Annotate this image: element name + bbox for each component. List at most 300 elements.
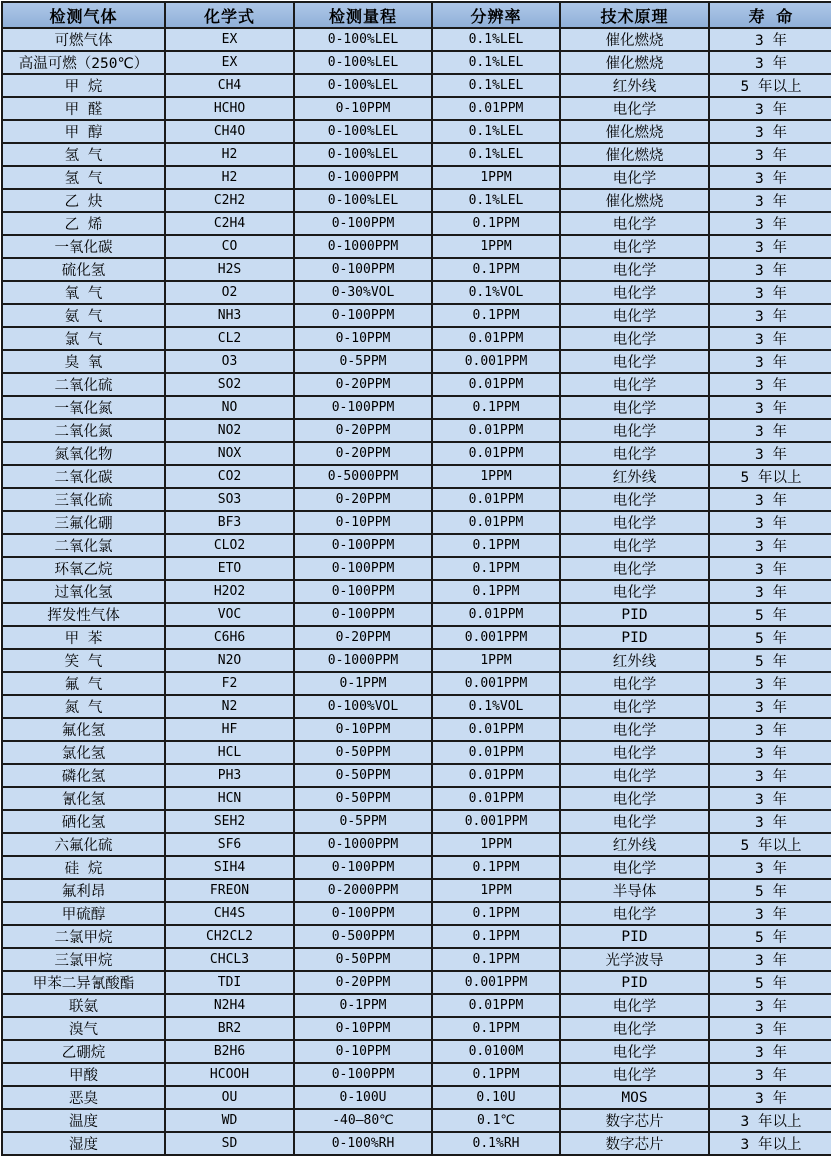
table-cell-range: 0-100PPM — [294, 304, 432, 327]
table-row — [2, 1040, 831, 1063]
table-cell-range: 0-1PPM — [294, 994, 432, 1017]
table-cell-range: 0-10PPM — [294, 1040, 432, 1063]
table-cell-resolution: 0.10U — [432, 1086, 560, 1109]
table-row — [2, 465, 831, 488]
table-cell-principle: 电化学 — [560, 488, 709, 511]
table-cell-resolution: 1PPM — [432, 235, 560, 258]
table-cell-principle: 电化学 — [560, 902, 709, 925]
table-cell-lifespan: 3 年 — [709, 511, 831, 534]
table-cell-gas: 二氧化氯 — [2, 534, 165, 557]
table-row — [2, 741, 831, 764]
table-cell-lifespan: 3 年 — [709, 235, 831, 258]
table-cell-gas: 氟 气 — [2, 672, 165, 695]
table-cell-resolution: 0.1PPM — [432, 948, 560, 971]
table-cell-resolution: 0.01PPM — [432, 373, 560, 396]
table-cell-gas: 高温可燃（250℃） — [2, 51, 165, 74]
table-cell-gas: 三氯甲烷 — [2, 948, 165, 971]
table-cell-gas: 氰化氢 — [2, 787, 165, 810]
table-cell-principle: 电化学 — [560, 994, 709, 1017]
table-cell-principle: 催化燃烧 — [560, 143, 709, 166]
table-cell-lifespan: 3 年以上 — [709, 1109, 831, 1132]
table-cell-principle: 电化学 — [560, 787, 709, 810]
table-row — [2, 580, 831, 603]
table-cell-resolution: 0.01PPM — [432, 419, 560, 442]
table-cell-formula: HCL — [165, 741, 294, 764]
table-row — [2, 143, 831, 166]
table-cell-principle: 电化学 — [560, 856, 709, 879]
table-row — [2, 557, 831, 580]
table-cell-lifespan: 3 年 — [709, 166, 831, 189]
table-cell-range: 0-100%RH — [294, 1132, 432, 1155]
table-cell-range: 0-100%LEL — [294, 143, 432, 166]
table-cell-resolution: 0.1PPM — [432, 212, 560, 235]
table-row — [2, 1086, 831, 1109]
table-cell-formula: HCHO — [165, 97, 294, 120]
table-cell-principle: 电化学 — [560, 1040, 709, 1063]
table-cell-lifespan: 3 年 — [709, 442, 831, 465]
table-cell-lifespan: 3 年 — [709, 304, 831, 327]
table-cell-principle: 电化学 — [560, 810, 709, 833]
column-header-gas: 检测气体 — [2, 2, 165, 28]
header-row — [2, 2, 831, 28]
table-cell-gas: 乙 炔 — [2, 189, 165, 212]
table-cell-range: 0-100PPM — [294, 1063, 432, 1086]
table-cell-resolution: 0.01PPM — [432, 787, 560, 810]
table-cell-principle: 电化学 — [560, 511, 709, 534]
table-cell-range: 0-10PPM — [294, 97, 432, 120]
table-cell-formula: WD — [165, 1109, 294, 1132]
table-row — [2, 971, 831, 994]
table-cell-range: 0-100%LEL — [294, 189, 432, 212]
table-cell-range: 0-50PPM — [294, 741, 432, 764]
table-row — [2, 672, 831, 695]
table-cell-principle: 电化学 — [560, 212, 709, 235]
table-cell-range: 0-10PPM — [294, 327, 432, 350]
table-cell-resolution: 0.01PPM — [432, 97, 560, 120]
table-cell-gas: 挥发性气体 — [2, 603, 165, 626]
table-cell-resolution: 0.1℃ — [432, 1109, 560, 1132]
table-cell-formula: ETO — [165, 557, 294, 580]
table-cell-range: 0-10PPM — [294, 511, 432, 534]
table-cell-resolution: 0.1PPM — [432, 304, 560, 327]
table-cell-lifespan: 3 年 — [709, 97, 831, 120]
table-cell-resolution: 0.01PPM — [432, 442, 560, 465]
table-cell-range: 0-5PPM — [294, 810, 432, 833]
table-cell-resolution: 0.01PPM — [432, 764, 560, 787]
table-cell-range: 0-100%LEL — [294, 28, 432, 51]
table-cell-principle: 电化学 — [560, 97, 709, 120]
table-cell-resolution: 0.1PPM — [432, 580, 560, 603]
table-row — [2, 603, 831, 626]
table-cell-lifespan: 3 年 — [709, 28, 831, 51]
table-cell-principle: 电化学 — [560, 235, 709, 258]
table-cell-principle: 催化燃烧 — [560, 189, 709, 212]
table-cell-range: 0-1000PPM — [294, 649, 432, 672]
table-row — [2, 1132, 831, 1155]
table-cell-range: 0-100PPM — [294, 580, 432, 603]
table-cell-gas: 氨 气 — [2, 304, 165, 327]
table-row — [2, 649, 831, 672]
table-cell-lifespan: 3 年 — [709, 948, 831, 971]
table-cell-formula: EX — [165, 51, 294, 74]
table-row — [2, 948, 831, 971]
table-cell-formula: H2 — [165, 143, 294, 166]
table-cell-lifespan: 3 年 — [709, 1086, 831, 1109]
table-cell-lifespan: 5 年以上 — [709, 74, 831, 97]
table-cell-resolution: 0.1PPM — [432, 258, 560, 281]
table-row — [2, 350, 831, 373]
table-row — [2, 879, 831, 902]
table-cell-formula: SO2 — [165, 373, 294, 396]
table-cell-lifespan: 3 年 — [709, 1063, 831, 1086]
table-cell-range: 0-100PPM — [294, 902, 432, 925]
table-cell-principle: 电化学 — [560, 1017, 709, 1040]
table-cell-principle: 电化学 — [560, 695, 709, 718]
table-row — [2, 28, 831, 51]
table-cell-principle: 数字芯片 — [560, 1109, 709, 1132]
table-cell-gas: 湿度 — [2, 1132, 165, 1155]
table-cell-gas: 一氧化碳 — [2, 235, 165, 258]
table-cell-formula: CLO2 — [165, 534, 294, 557]
table-cell-resolution: 1PPM — [432, 833, 560, 856]
table-cell-resolution: 0.1PPM — [432, 1017, 560, 1040]
table-cell-resolution: 0.1%LEL — [432, 120, 560, 143]
table-cell-lifespan: 3 年 — [709, 419, 831, 442]
table-cell-principle: 电化学 — [560, 534, 709, 557]
table-cell-formula: HCN — [165, 787, 294, 810]
column-header-lifespan: 寿 命 — [709, 2, 831, 28]
table-cell-range: 0-100PPM — [294, 396, 432, 419]
table-cell-gas: 乙硼烷 — [2, 1040, 165, 1063]
table-cell-formula: CH4S — [165, 902, 294, 925]
table-cell-gas: 硒化氢 — [2, 810, 165, 833]
table-cell-formula: N2H4 — [165, 994, 294, 1017]
table-cell-gas: 二氯甲烷 — [2, 925, 165, 948]
table-cell-range: 0-1000PPM — [294, 235, 432, 258]
column-header-range: 检测量程 — [294, 2, 432, 28]
table-cell-lifespan: 3 年 — [709, 534, 831, 557]
table-body — [2, 28, 831, 1155]
table-cell-range: 0-100PPM — [294, 212, 432, 235]
table-cell-resolution: 0.1%LEL — [432, 51, 560, 74]
table-cell-formula: SEH2 — [165, 810, 294, 833]
table-cell-gas: 甲酸 — [2, 1063, 165, 1086]
table-cell-lifespan: 5 年 — [709, 626, 831, 649]
table-cell-resolution: 1PPM — [432, 879, 560, 902]
table-cell-lifespan: 3 年 — [709, 281, 831, 304]
table-cell-gas: 三氧化硫 — [2, 488, 165, 511]
table-cell-gas: 温度 — [2, 1109, 165, 1132]
table-row — [2, 994, 831, 1017]
table-cell-gas: 一氧化氮 — [2, 396, 165, 419]
table-cell-formula: SO3 — [165, 488, 294, 511]
table-cell-principle: 数字芯片 — [560, 1132, 709, 1155]
table-cell-resolution: 0.1PPM — [432, 534, 560, 557]
table-cell-formula: CO — [165, 235, 294, 258]
table-cell-lifespan: 5 年 — [709, 649, 831, 672]
table-cell-range: 0-100PPM — [294, 258, 432, 281]
table-cell-resolution: 0.1%LEL — [432, 189, 560, 212]
table-cell-resolution: 0.1PPM — [432, 925, 560, 948]
table-cell-principle: 半导体 — [560, 879, 709, 902]
table-cell-resolution: 0.001PPM — [432, 971, 560, 994]
table-row — [2, 925, 831, 948]
table-cell-lifespan: 3 年 — [709, 189, 831, 212]
table-cell-formula: B2H6 — [165, 1040, 294, 1063]
table-cell-resolution: 0.1PPM — [432, 557, 560, 580]
table-cell-gas: 溴气 — [2, 1017, 165, 1040]
table-cell-principle: 催化燃烧 — [560, 51, 709, 74]
table-cell-gas: 磷化氢 — [2, 764, 165, 787]
table-row — [2, 626, 831, 649]
table-cell-resolution: 0.1%LEL — [432, 143, 560, 166]
table-cell-formula: CH4O — [165, 120, 294, 143]
table-cell-principle: 光学波导 — [560, 948, 709, 971]
table-cell-range: 0-1000PPM — [294, 166, 432, 189]
table-cell-gas: 硅 烷 — [2, 856, 165, 879]
table-cell-lifespan: 3 年以上 — [709, 1132, 831, 1155]
table-cell-resolution: 0.1PPM — [432, 902, 560, 925]
table-cell-formula: SF6 — [165, 833, 294, 856]
table-cell-gas: 二氧化氮 — [2, 419, 165, 442]
table-cell-resolution: 0.0100M — [432, 1040, 560, 1063]
table-row — [2, 810, 831, 833]
table-cell-lifespan: 5 年以上 — [709, 465, 831, 488]
table-row — [2, 1109, 831, 1132]
table-row — [2, 235, 831, 258]
table-cell-range: 0-1PPM — [294, 672, 432, 695]
table-cell-formula: H2 — [165, 166, 294, 189]
table-row — [2, 488, 831, 511]
table-cell-gas: 乙 烯 — [2, 212, 165, 235]
table-cell-range: 0-1000PPM — [294, 833, 432, 856]
table-cell-formula: C2H2 — [165, 189, 294, 212]
table-cell-gas: 六氟化硫 — [2, 833, 165, 856]
table-cell-lifespan: 5 年 — [709, 603, 831, 626]
table-cell-range: 0-100%LEL — [294, 51, 432, 74]
table-cell-range: 0-30%VOL — [294, 281, 432, 304]
table-cell-principle: PID — [560, 626, 709, 649]
table-cell-principle: 电化学 — [560, 442, 709, 465]
table-cell-lifespan: 3 年 — [709, 557, 831, 580]
table-cell-formula: NOX — [165, 442, 294, 465]
table-cell-gas: 硫化氢 — [2, 258, 165, 281]
table-cell-formula: O3 — [165, 350, 294, 373]
table-cell-range: 0-20PPM — [294, 419, 432, 442]
table-row — [2, 442, 831, 465]
table-cell-formula: CL2 — [165, 327, 294, 350]
table-cell-lifespan: 3 年 — [709, 258, 831, 281]
table-cell-range: 0-5000PPM — [294, 465, 432, 488]
table-cell-range: 0-100%LEL — [294, 120, 432, 143]
table-cell-range: 0-50PPM — [294, 787, 432, 810]
table-row — [2, 166, 831, 189]
table-cell-resolution: 1PPM — [432, 649, 560, 672]
table-cell-gas: 过氧化氢 — [2, 580, 165, 603]
table-cell-lifespan: 3 年 — [709, 488, 831, 511]
table-row — [2, 856, 831, 879]
table-cell-formula: EX — [165, 28, 294, 51]
table-row — [2, 695, 831, 718]
table-cell-formula: H2O2 — [165, 580, 294, 603]
table-cell-principle: 电化学 — [560, 281, 709, 304]
table-cell-gas: 氯 气 — [2, 327, 165, 350]
table-cell-lifespan: 3 年 — [709, 327, 831, 350]
table-cell-formula: NH3 — [165, 304, 294, 327]
table-cell-lifespan: 3 年 — [709, 810, 831, 833]
table-cell-range: 0-50PPM — [294, 948, 432, 971]
table-cell-lifespan: 3 年 — [709, 902, 831, 925]
table-cell-lifespan: 3 年 — [709, 1017, 831, 1040]
table-cell-principle: 电化学 — [560, 304, 709, 327]
table-cell-lifespan: 3 年 — [709, 718, 831, 741]
table-cell-resolution: 0.01PPM — [432, 327, 560, 350]
table-cell-resolution: 1PPM — [432, 166, 560, 189]
table-cell-formula: C2H4 — [165, 212, 294, 235]
table-cell-principle: 电化学 — [560, 1063, 709, 1086]
column-header-principle: 技术原理 — [560, 2, 709, 28]
table-cell-formula: PH3 — [165, 764, 294, 787]
table-cell-principle: 电化学 — [560, 166, 709, 189]
table-row — [2, 120, 831, 143]
table-row — [2, 718, 831, 741]
table-cell-principle: 电化学 — [560, 258, 709, 281]
table-cell-range: 0-500PPM — [294, 925, 432, 948]
column-header-formula: 化学式 — [165, 2, 294, 28]
table-cell-gas: 氮氧化物 — [2, 442, 165, 465]
table-cell-resolution: 0.01PPM — [432, 488, 560, 511]
table-cell-lifespan: 3 年 — [709, 396, 831, 419]
gas-sensor-spec-table — [1, 1, 831, 1156]
table-cell-lifespan: 3 年 — [709, 212, 831, 235]
table-cell-lifespan: 3 年 — [709, 580, 831, 603]
table-cell-lifespan: 3 年 — [709, 51, 831, 74]
table-cell-formula: HCOOH — [165, 1063, 294, 1086]
table-cell-resolution: 0.1%VOL — [432, 695, 560, 718]
table-cell-resolution: 0.01PPM — [432, 603, 560, 626]
table-cell-gas: 三氟化硼 — [2, 511, 165, 534]
table-cell-lifespan: 3 年 — [709, 787, 831, 810]
table-row — [2, 396, 831, 419]
table-cell-principle: 电化学 — [560, 741, 709, 764]
table-cell-resolution: 0.1PPM — [432, 396, 560, 419]
table-cell-formula: OU — [165, 1086, 294, 1109]
table-cell-lifespan: 3 年 — [709, 695, 831, 718]
table-cell-principle: 电化学 — [560, 419, 709, 442]
table-cell-resolution: 1PPM — [432, 465, 560, 488]
table-cell-gas: 甲 醛 — [2, 97, 165, 120]
table-row — [2, 74, 831, 97]
table-cell-range: 0-20PPM — [294, 373, 432, 396]
table-cell-formula: HF — [165, 718, 294, 741]
table-cell-range: -40—80℃ — [294, 1109, 432, 1132]
table-row — [2, 189, 831, 212]
table-cell-resolution: 0.01PPM — [432, 511, 560, 534]
table-cell-gas: 二氧化碳 — [2, 465, 165, 488]
table-cell-gas: 笑 气 — [2, 649, 165, 672]
table-cell-range: 0-100%LEL — [294, 74, 432, 97]
table-cell-formula: SIH4 — [165, 856, 294, 879]
table-cell-gas: 甲硫醇 — [2, 902, 165, 925]
table-cell-resolution: 0.001PPM — [432, 626, 560, 649]
table-row — [2, 51, 831, 74]
table-cell-gas: 甲苯二异氰酸酯 — [2, 971, 165, 994]
table-cell-principle: 电化学 — [560, 327, 709, 350]
table-cell-principle: 红外线 — [560, 74, 709, 97]
table-cell-formula: NO2 — [165, 419, 294, 442]
table-cell-principle: PID — [560, 925, 709, 948]
table-cell-gas: 甲 苯 — [2, 626, 165, 649]
table-cell-gas: 氯化氢 — [2, 741, 165, 764]
table-cell-principle: 电化学 — [560, 373, 709, 396]
table-cell-formula: TDI — [165, 971, 294, 994]
table-cell-principle: 催化燃烧 — [560, 120, 709, 143]
table-cell-lifespan: 3 年 — [709, 373, 831, 396]
table-cell-resolution: 0.1PPM — [432, 1063, 560, 1086]
table-cell-principle: 电化学 — [560, 764, 709, 787]
table-cell-principle: 催化燃烧 — [560, 28, 709, 51]
table-cell-lifespan: 3 年 — [709, 120, 831, 143]
table-cell-formula: FREON — [165, 879, 294, 902]
table-cell-formula: BR2 — [165, 1017, 294, 1040]
table-cell-resolution: 0.001PPM — [432, 350, 560, 373]
table-cell-range: 0-100PPM — [294, 534, 432, 557]
table-cell-resolution: 0.1%LEL — [432, 28, 560, 51]
table-cell-principle: 红外线 — [560, 465, 709, 488]
table-cell-range: 0-100U — [294, 1086, 432, 1109]
table-cell-gas: 氢 气 — [2, 143, 165, 166]
table-cell-principle: 电化学 — [560, 350, 709, 373]
table-cell-lifespan: 3 年 — [709, 672, 831, 695]
table-cell-gas: 甲 烷 — [2, 74, 165, 97]
table-cell-principle: PID — [560, 603, 709, 626]
table-cell-principle: 红外线 — [560, 649, 709, 672]
table-row — [2, 281, 831, 304]
table-cell-formula: VOC — [165, 603, 294, 626]
table-cell-gas: 氟化氢 — [2, 718, 165, 741]
table-cell-formula: CH2CL2 — [165, 925, 294, 948]
table-cell-resolution: 0.01PPM — [432, 741, 560, 764]
table-cell-resolution: 0.1%VOL — [432, 281, 560, 304]
table-cell-formula: N2O — [165, 649, 294, 672]
table-cell-resolution: 0.1%LEL — [432, 74, 560, 97]
table-cell-gas: 环氧乙烷 — [2, 557, 165, 580]
table-row — [2, 1017, 831, 1040]
table-row — [2, 787, 831, 810]
table-row — [2, 419, 831, 442]
table-cell-range: 0-100PPM — [294, 557, 432, 580]
table-cell-range: 0-20PPM — [294, 626, 432, 649]
table-cell-gas: 恶臭 — [2, 1086, 165, 1109]
table-cell-range: 0-20PPM — [294, 488, 432, 511]
table-cell-lifespan: 5 年 — [709, 971, 831, 994]
table-cell-lifespan: 3 年 — [709, 350, 831, 373]
table-cell-principle: 电化学 — [560, 396, 709, 419]
table-cell-principle: 电化学 — [560, 718, 709, 741]
table-cell-resolution: 0.001PPM — [432, 672, 560, 695]
table-cell-formula: F2 — [165, 672, 294, 695]
table-cell-lifespan: 3 年 — [709, 143, 831, 166]
table-cell-principle: 电化学 — [560, 672, 709, 695]
table-cell-range: 0-10PPM — [294, 718, 432, 741]
table-cell-lifespan: 3 年 — [709, 1040, 831, 1063]
table-cell-resolution: 0.001PPM — [432, 810, 560, 833]
table-row — [2, 511, 831, 534]
table-cell-range: 0-20PPM — [294, 442, 432, 465]
table-cell-range: 0-5PPM — [294, 350, 432, 373]
table-cell-lifespan: 5 年 — [709, 925, 831, 948]
table-cell-formula: SD — [165, 1132, 294, 1155]
